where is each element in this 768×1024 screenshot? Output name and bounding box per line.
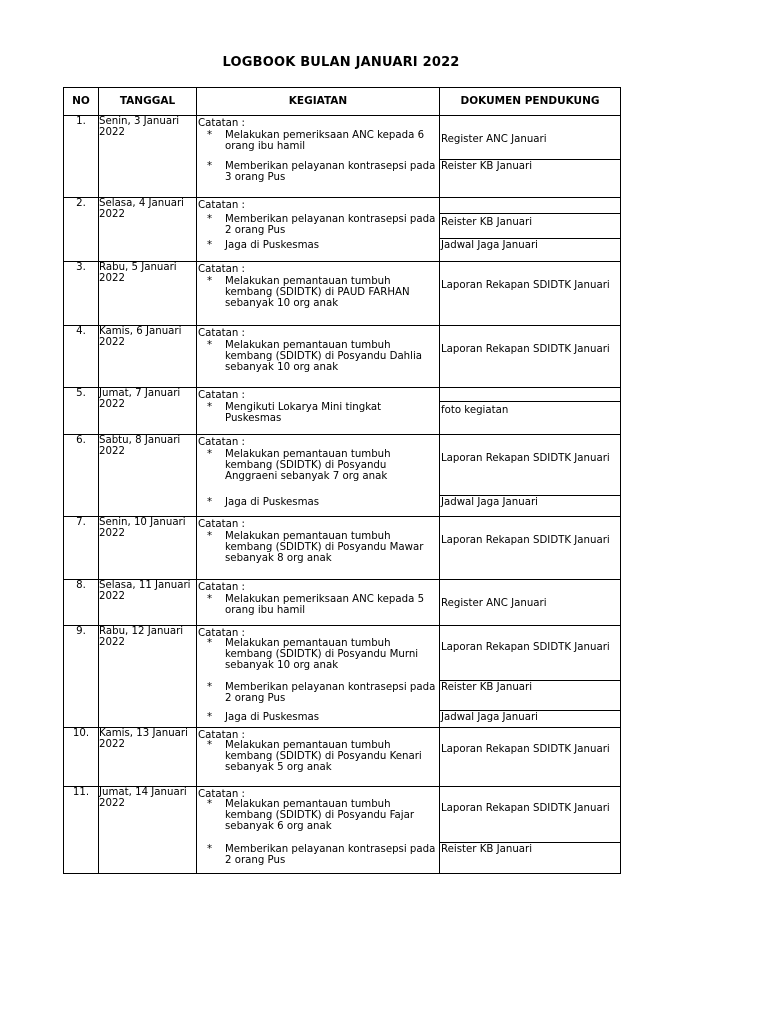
- document-entry: Laporan Rekapan SDIDTK Januari: [441, 744, 610, 755]
- table-row: [64, 116, 621, 198]
- bullet-marker: *: [207, 740, 213, 751]
- row-documents: [440, 262, 621, 326]
- row-number: 10.: [64, 728, 99, 787]
- row-documents: [440, 435, 621, 517]
- catatan-label: Catatan :: [198, 390, 245, 401]
- row-activities: [197, 580, 440, 626]
- table-row: [64, 787, 621, 874]
- row-activities: [197, 388, 440, 435]
- document-entry: foto kegiatan: [440, 401, 620, 416]
- activity-text: Jaga di Puskesmas: [225, 712, 320, 723]
- activity-item: [197, 240, 439, 258]
- activity-text: Melakukan pemeriksaan ANC kepada 6 orang ibu hamil: [225, 130, 425, 152]
- header-dokumen: DOKUMEN PENDUKUNG: [440, 88, 621, 116]
- bullet-marker: *: [207, 497, 213, 508]
- row-activities: [197, 262, 440, 326]
- bullet-marker: *: [207, 340, 213, 351]
- bullet-marker: *: [207, 594, 213, 605]
- row-number: 9.: [64, 626, 99, 728]
- activity-text: Melakukan pemantauan tumbuh kembang (SDIDTK) di Posyandu Kenari sebanyak 5 org anak: [225, 740, 422, 773]
- bullet-marker: *: [207, 130, 213, 141]
- document-entry: Register ANC Januari: [441, 598, 547, 609]
- bullet-marker: *: [207, 402, 213, 413]
- table-row: [64, 580, 621, 626]
- catatan-label: Catatan :: [198, 118, 245, 129]
- activity-text: Memberikan pelayanan kontrasepsi pada 2 orang Pus: [225, 682, 436, 704]
- catatan-label: Catatan :: [198, 200, 245, 211]
- document-entry: Laporan Rekapan SDIDTK Januari: [441, 344, 610, 355]
- catatan-label: Catatan :: [198, 628, 245, 639]
- activity-item: [197, 682, 439, 712]
- table-row: [64, 198, 621, 262]
- activity-text: Melakukan pemantauan tumbuh kembang (SDIDTK) di Posyandu Murni sebanyak 10 org anak: [225, 638, 419, 671]
- row-documents: [440, 787, 621, 874]
- bullet-marker: *: [207, 638, 213, 649]
- bullet-marker: *: [207, 712, 213, 723]
- row-number: 5.: [64, 388, 99, 435]
- activity-item: [197, 214, 439, 240]
- document-entry: Laporan Rekapan SDIDTK Januari: [441, 280, 610, 291]
- row-activities: [197, 728, 440, 787]
- row-documents: [440, 116, 621, 198]
- document-entry: Reister KB Januari: [440, 680, 620, 693]
- row-activities: [197, 198, 440, 262]
- row-date: Jumat, 14 Januari 2022: [99, 787, 197, 874]
- table-row: [64, 626, 621, 728]
- table-row: [64, 262, 621, 326]
- activity-text: Jaga di Puskesmas: [225, 240, 320, 251]
- row-documents: [440, 728, 621, 787]
- row-date: Kamis, 6 Januari 2022: [99, 326, 197, 388]
- bullet-marker: *: [207, 161, 213, 172]
- document-entry: Reister KB Januari: [440, 159, 620, 172]
- activity-item: [197, 449, 439, 497]
- document-entry: Jadwal Jaga Januari: [440, 710, 620, 723]
- bullet-marker: *: [207, 276, 213, 287]
- catatan-label: Catatan :: [198, 730, 245, 741]
- bullet-marker: *: [207, 799, 213, 810]
- activity-text: Melakukan pemantauan tumbuh kembang (SDIDTK) di Posyandu Fajar sebanyak 6 org anak: [225, 799, 415, 832]
- activity-text: Melakukan pemantauan tumbuh kembang (SDIDTK) di Posyandu Anggraeni sebanyak 7 org anak: [225, 449, 391, 482]
- activity-text: Mengikuti Lokarya Mini tingkat Puskesmas: [225, 402, 382, 424]
- row-number: 8.: [64, 580, 99, 626]
- row-date: Selasa, 4 Januari 2022: [99, 198, 197, 262]
- document-entry: Laporan Rekapan SDIDTK Januari: [441, 535, 610, 546]
- activity-text: Jaga di Puskesmas: [225, 497, 320, 508]
- header-kegiatan: KEGIATAN: [197, 88, 440, 116]
- activity-item: [197, 638, 439, 682]
- document-entry: Jadwal Jaga Januari: [440, 495, 620, 508]
- row-documents: [440, 580, 621, 626]
- row-number: 4.: [64, 326, 99, 388]
- row-number: 11.: [64, 787, 99, 874]
- activity-item: [197, 497, 439, 515]
- activity-item: [197, 712, 439, 726]
- row-activities: [197, 116, 440, 198]
- header-no: NO: [64, 88, 99, 116]
- document-entry: Reister KB Januari: [440, 842, 620, 855]
- activity-text: Memberikan pelayanan kontrasepsi pada 2 orang Pus: [225, 844, 436, 866]
- row-date: Senin, 3 Januari 2022: [99, 116, 197, 198]
- activity-item: [197, 740, 439, 785]
- document-entry: Jadwal Jaga Januari: [440, 238, 620, 251]
- document-entry: Reister KB Januari: [440, 213, 620, 228]
- row-number: 2.: [64, 198, 99, 262]
- row-documents: [440, 198, 621, 262]
- document-entry: Laporan Rekapan SDIDTK Januari: [441, 642, 610, 653]
- catatan-label: Catatan :: [198, 582, 245, 593]
- row-documents: [440, 326, 621, 388]
- row-number: 6.: [64, 435, 99, 517]
- activity-item: [197, 276, 439, 324]
- catatan-label: Catatan :: [198, 328, 245, 339]
- row-date: Senin, 10 Januari 2022: [99, 517, 197, 580]
- table-row: [64, 728, 621, 787]
- row-activities: [197, 435, 440, 517]
- document-entry: Register ANC Januari: [441, 134, 547, 145]
- activity-item: [197, 161, 439, 195]
- bullet-marker: *: [207, 214, 213, 225]
- catatan-label: Catatan :: [198, 264, 245, 275]
- activity-item: [197, 799, 439, 844]
- catatan-label: Catatan :: [198, 519, 245, 530]
- row-date: Selasa, 11 Januari 2022: [99, 580, 197, 626]
- row-activities: [197, 517, 440, 580]
- table-row: [64, 435, 621, 517]
- row-date: Kamis, 13 Januari 2022: [99, 728, 197, 787]
- row-documents: [440, 388, 621, 435]
- activity-text: Melakukan pemantauan tumbuh kembang (SDIDTK) di Posyandu Mawar sebanyak 8 org anak: [225, 531, 424, 564]
- activity-item: [197, 594, 439, 624]
- row-activities: [197, 626, 440, 728]
- activity-item: [197, 531, 439, 578]
- row-number: 3.: [64, 262, 99, 326]
- activity-text: Melakukan pemantauan tumbuh kembang (SDIDTK) di Posyandu Dahlia sebanyak 10 org anak: [225, 340, 423, 373]
- bullet-marker: *: [207, 531, 213, 542]
- catatan-label: Catatan :: [198, 789, 245, 800]
- activity-item: [197, 130, 439, 161]
- row-activities: [197, 326, 440, 388]
- table-row: [64, 517, 621, 580]
- logbook-table: [63, 87, 621, 874]
- activity-item: [197, 340, 439, 386]
- activity-item: [197, 402, 439, 433]
- activity-text: Melakukan pemeriksaan ANC kepada 5 orang ibu hamil: [225, 594, 425, 616]
- bullet-marker: *: [207, 240, 213, 251]
- document-entry: Laporan Rekapan SDIDTK Januari: [441, 453, 610, 464]
- bullet-marker: *: [207, 449, 213, 460]
- row-documents: [440, 517, 621, 580]
- catatan-label: Catatan :: [198, 437, 245, 448]
- row-date: Rabu, 12 Januari 2022: [99, 626, 197, 728]
- row-date: Jumat, 7 Januari 2022: [99, 388, 197, 435]
- row-number: 7.: [64, 517, 99, 580]
- header-tanggal: TANGGAL: [99, 88, 197, 116]
- table-row: [64, 388, 621, 435]
- table-row: [64, 326, 621, 388]
- activity-item: [197, 844, 439, 872]
- activity-text: Memberikan pelayanan kontrasepsi pada 3 orang Pus: [225, 161, 436, 183]
- bullet-marker: *: [207, 682, 213, 693]
- activity-text: Melakukan pemantauan tumbuh kembang (SDIDTK) di PAUD FARHAN sebanyak 10 org anak: [225, 276, 410, 309]
- row-date: Sabtu, 8 Januari 2022: [99, 435, 197, 517]
- document-entry: Laporan Rekapan SDIDTK Januari: [441, 803, 610, 814]
- row-activities: [197, 787, 440, 874]
- row-number: 1.: [64, 116, 99, 198]
- bullet-marker: *: [207, 844, 213, 855]
- row-documents: [440, 626, 621, 728]
- table-header-row: [64, 88, 621, 116]
- activity-text: Memberikan pelayanan kontrasepsi pada 2 orang Pus: [225, 214, 436, 236]
- page-title: LOGBOOK BULAN JANUARI 2022: [222, 55, 460, 70]
- row-date: Rabu, 5 Januari 2022: [99, 262, 197, 326]
